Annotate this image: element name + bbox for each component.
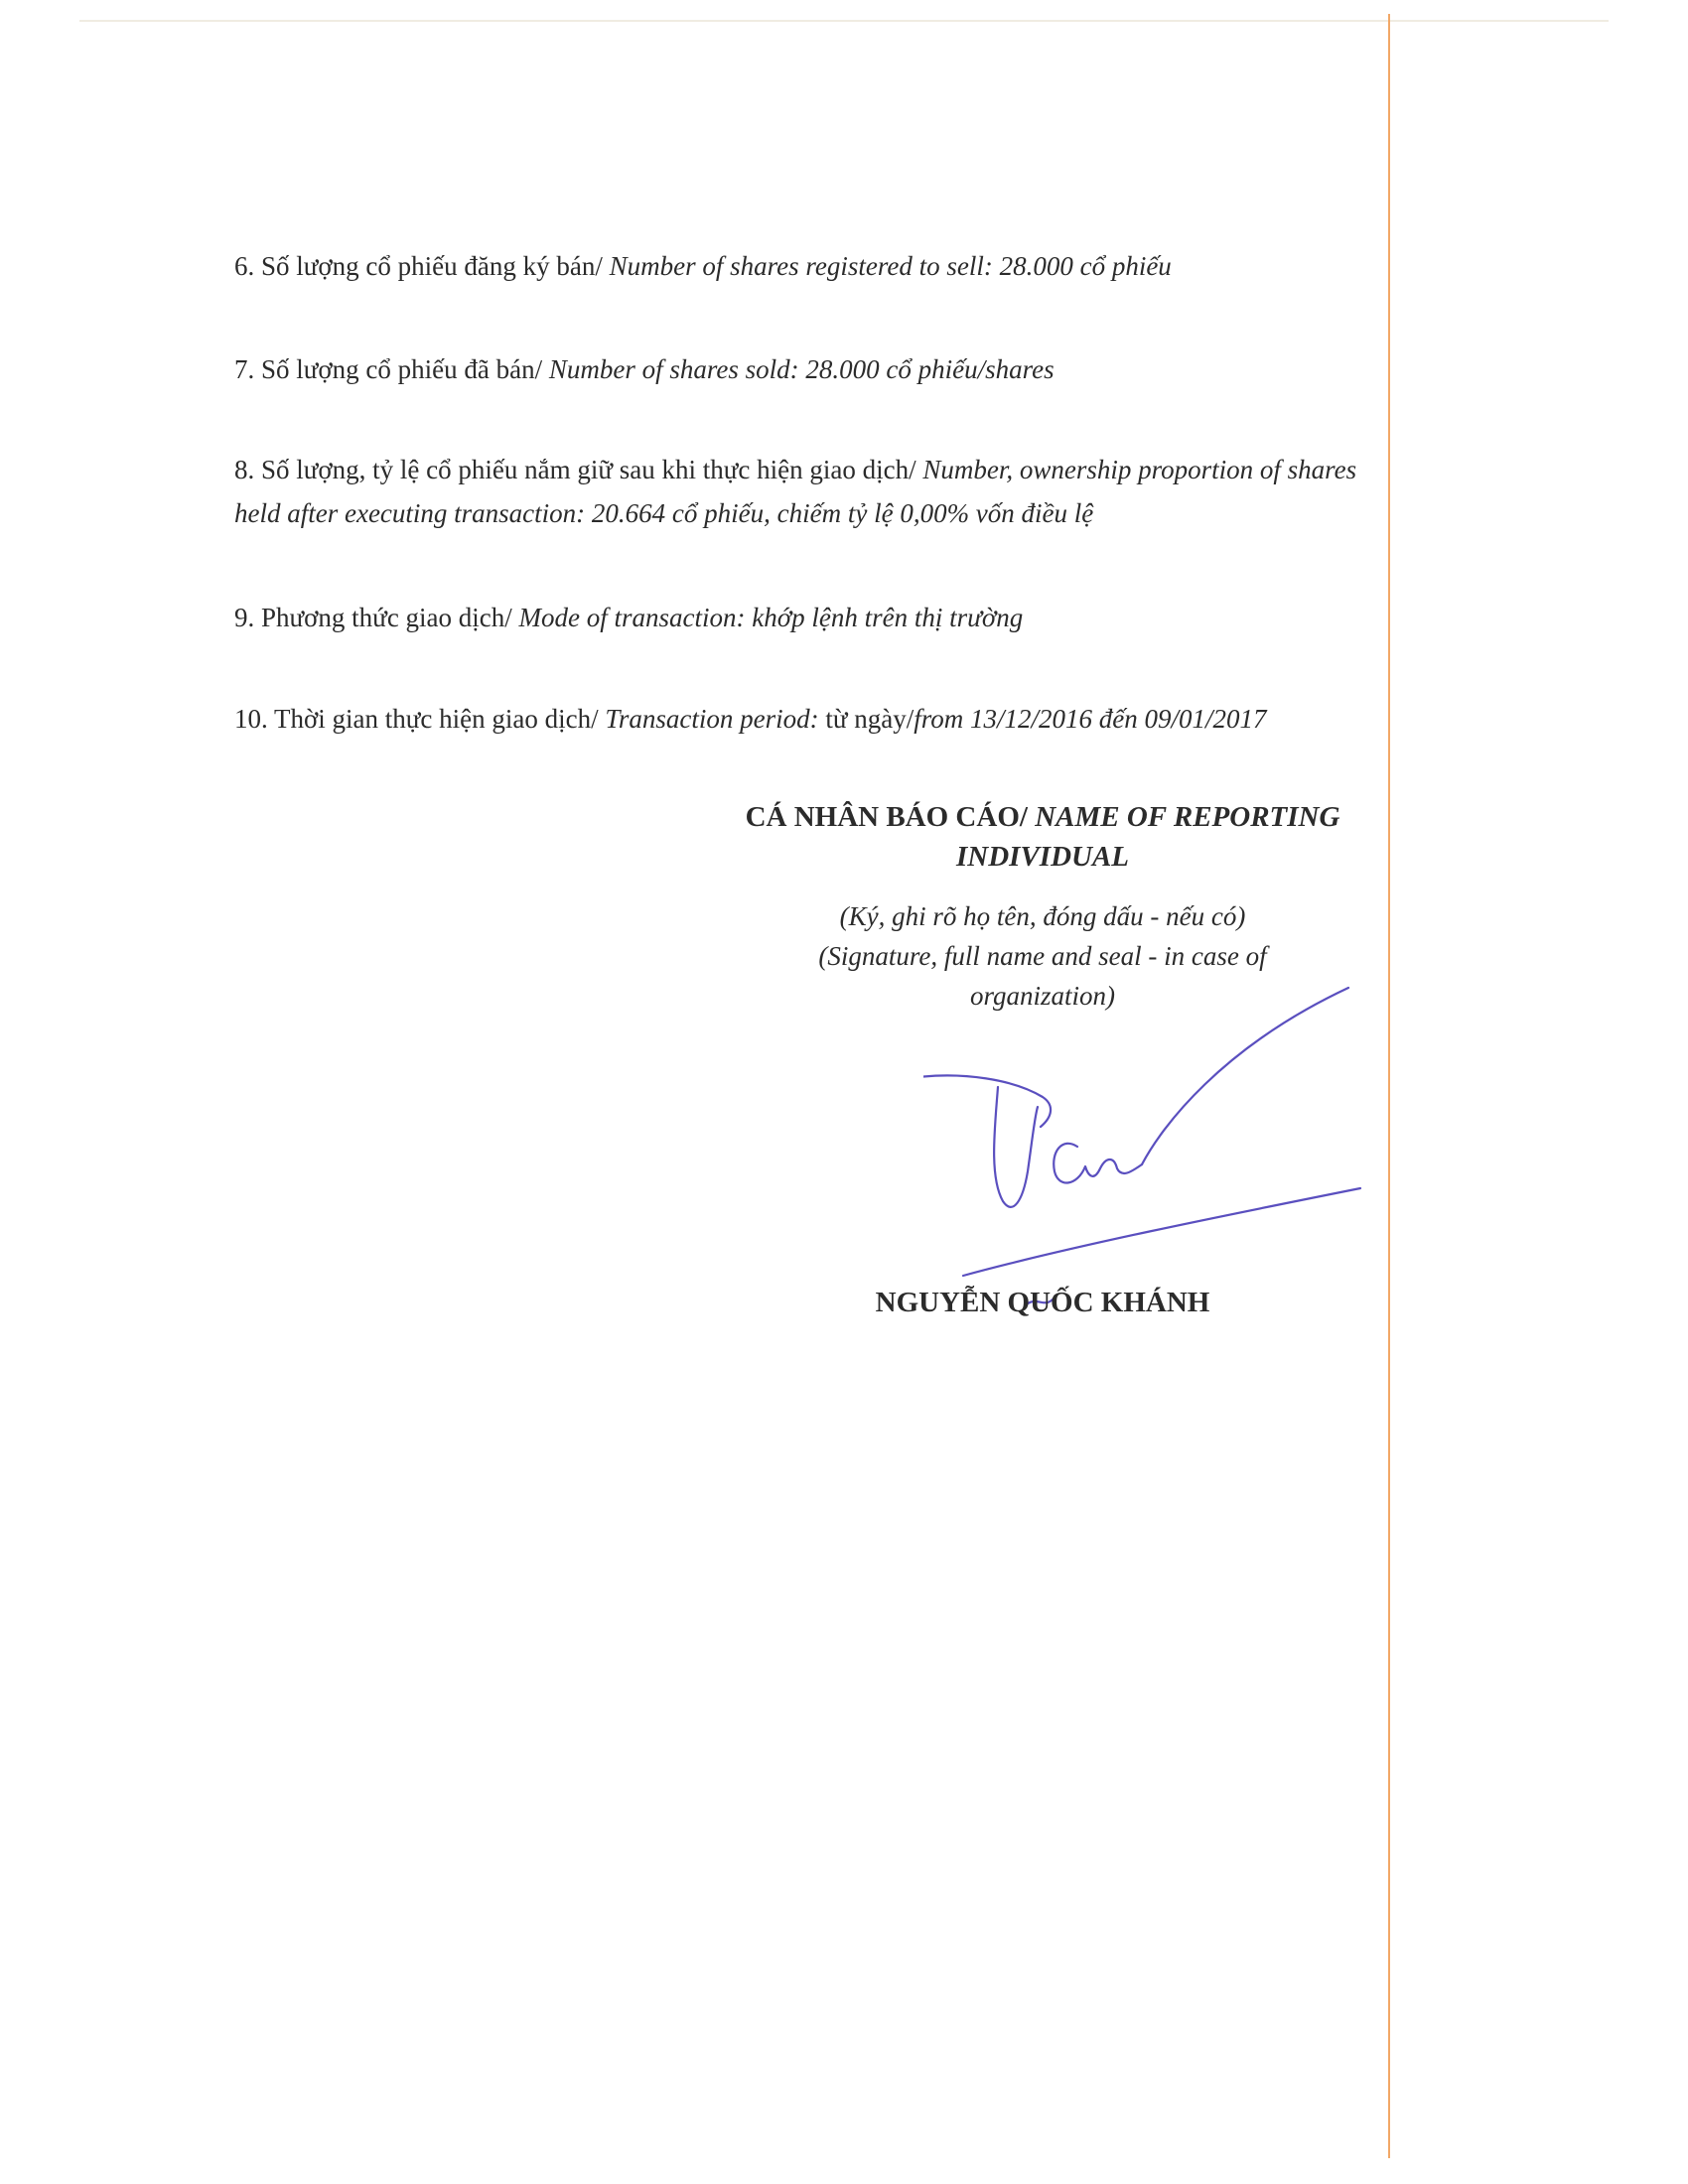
item-7-vn: 7. Số lượng cổ phiếu đã bán/: [234, 354, 549, 384]
item-8-en: Number, ownership proportion of shares: [922, 455, 1357, 484]
signature-title: [685, 797, 1400, 877]
item-10-en-a: Transaction period:: [605, 704, 819, 734]
signer-name: NGUYỄN QUỐC KHÁNH: [875, 1287, 1210, 1318]
item-10-en-b: from 13/12/2016 đến 09/01/2017: [914, 704, 1267, 734]
item-9: [234, 596, 1023, 639]
handwritten-signature: [923, 978, 1370, 1315]
item-10-vn: 10. Thời gian thực hiện giao dịch/: [234, 704, 606, 734]
item-6: [234, 244, 1172, 288]
item-9-en: Mode of transaction: khớp lệnh trên thị trường: [518, 603, 1024, 632]
item-6-en: Number of shares registered to sell: 28.000 cổ phiếu: [609, 251, 1172, 281]
item-8-vn: 8. Số lượng, tỷ lệ cổ phiếu nắm giữ sau khi thực hiện giao dịch/: [234, 455, 923, 484]
scan-top-edge: [79, 20, 1609, 22]
item-7: [234, 347, 1055, 391]
signature-note-line-3: organization): [969, 981, 1115, 1011]
signature-title-vn: CÁ NHÂN BÁO CÁO/: [745, 801, 1036, 833]
item-8-continuation: [234, 491, 1093, 535]
signature-note-line-1: (Ký, ghi rõ họ tên, đóng dấu - nếu có): [839, 901, 1246, 931]
margin-line: [1388, 14, 1390, 2158]
item-9-vn: 9. Phương thức giao dịch/: [234, 603, 519, 632]
item-7-en: Number of shares sold: 28.000 cổ phiếu/shares: [548, 354, 1055, 384]
item-8: [234, 448, 1356, 491]
signature-title-en-2: INDIVIDUAL: [955, 841, 1130, 873]
item-8-en-line2: held after executing transaction: 20.664 cổ phiếu, chiếm tỷ lệ 0,00% vốn điều lệ: [234, 498, 1094, 528]
item-10: [234, 697, 1267, 741]
signature-title-en-1: NAME OF REPORTING: [1035, 801, 1340, 833]
item-6-vn: 6. Số lượng cổ phiếu đăng ký bán/: [234, 251, 610, 281]
item-10-vn-b: từ ngày/: [818, 704, 914, 734]
signature-note-line-2: (Signature, full name and seal - in case of: [818, 941, 1267, 971]
